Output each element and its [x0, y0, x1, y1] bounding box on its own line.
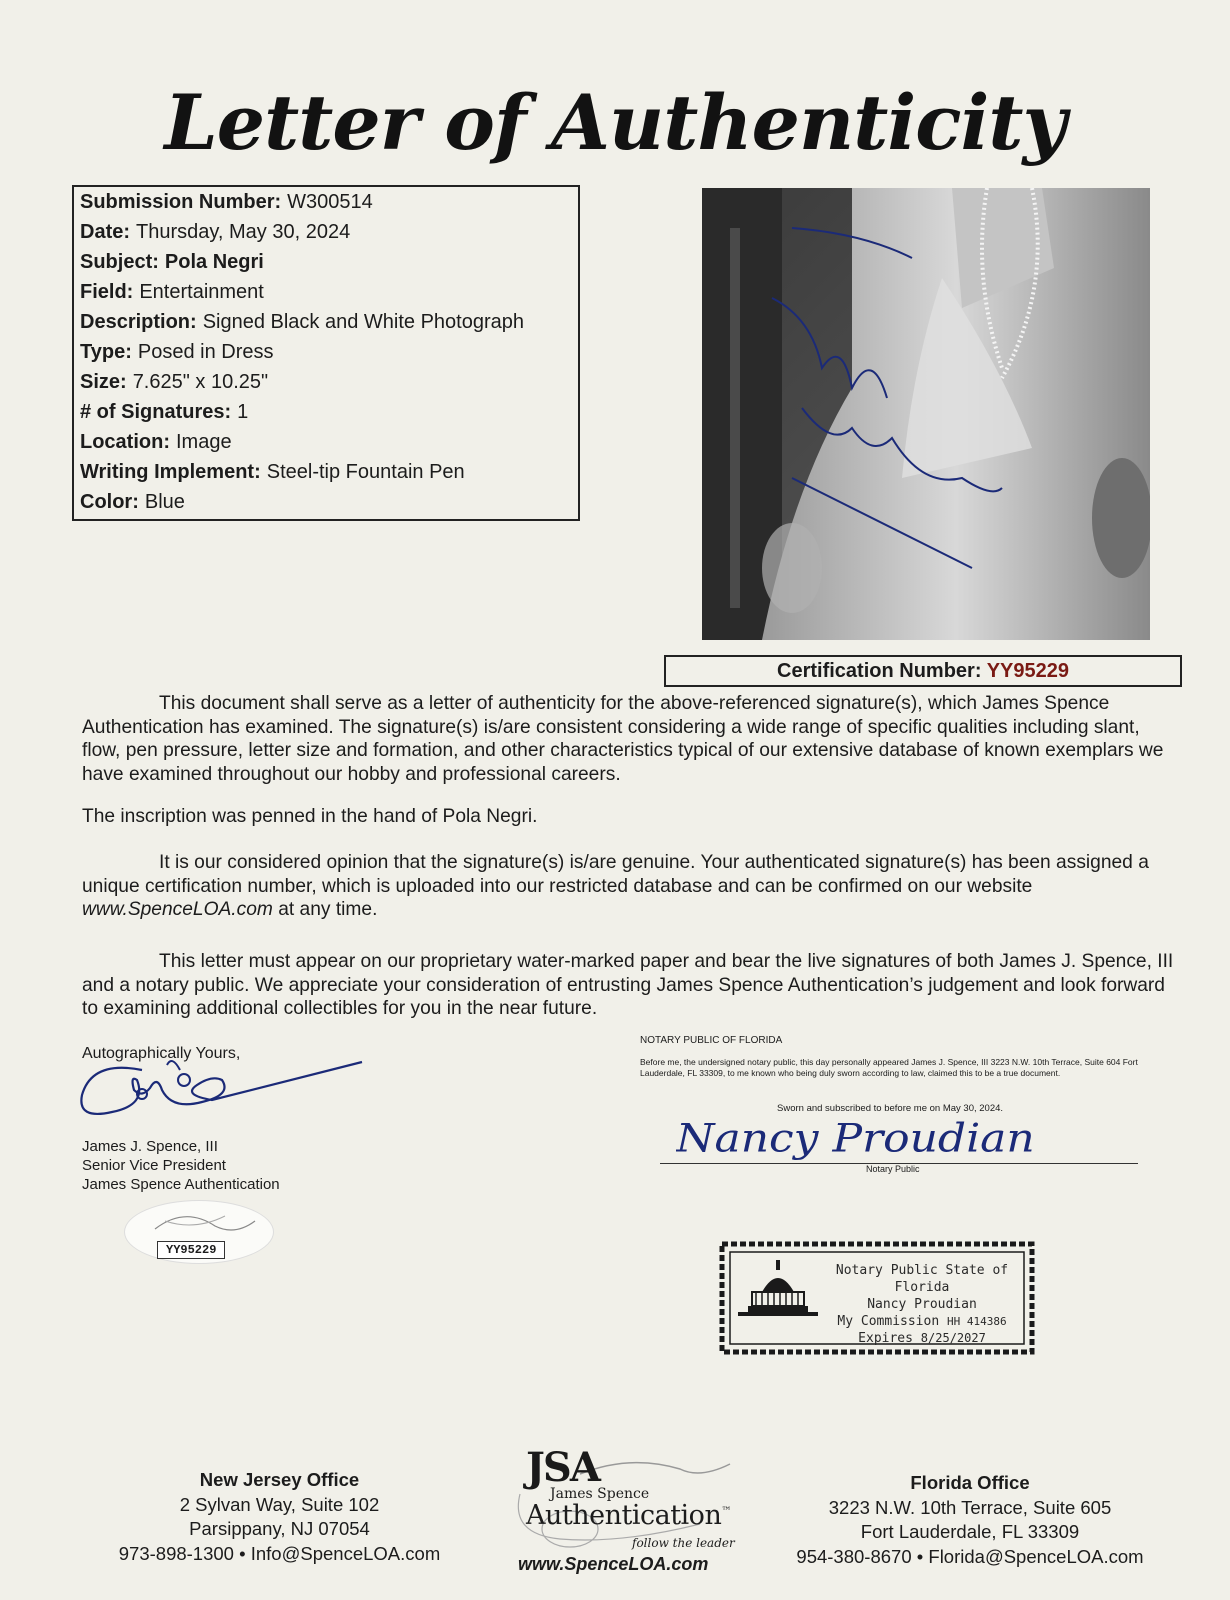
stamp-line-expires [815, 1330, 1029, 1347]
paragraph-text: It is our considered opinion that the signature(s) is/are genuine. Your authenticated signature(s) has been assigned a unique certification number, which is uploaded into our restricted database and can be confirmed on our website [82, 852, 1149, 897]
detail-row-signatures [80, 397, 572, 427]
notary-signature-text: Nancy Proudian [676, 1114, 1035, 1162]
detail-row-type [80, 337, 572, 367]
stamp-line-commission [815, 1313, 1029, 1330]
office-email[interactable]: Info@SpenceLOA.com [250, 1542, 441, 1564]
detail-value: Blue [144, 491, 185, 513]
detail-value: Image [176, 431, 232, 453]
stamp-commission-number: HH 414386 [946, 1315, 1007, 1328]
detail-value: W300514 [287, 191, 373, 213]
notary-statement: Before me, the undersigned notary public, this day personally appeared James J. Spence, III 3223 N.W. 10th Terrace, Suite 604 Fort Lauderdale, FL 33309, to me known who being duly sworn according to law, claimed this to be a true document. [640, 1057, 1138, 1078]
paragraph-text: This document shall serve as a letter of authenticity for the above-referenced signature(s), which James Spence Authentication has examined. The signature(s) is/are consistent considering a wide range of specific qualities including slant, flow, pen pressure, letter size and formation, and other characteristics typical of our extensive database of known exemplars we have examined throughout our hobby and professional careers. [82, 693, 1164, 785]
signed-photograph [702, 188, 1150, 640]
notary-stamp-text [815, 1262, 1029, 1347]
detail-value: Steel-tip Fountain Pen [266, 461, 465, 483]
detail-value: 7.625" x 10.25" [132, 371, 269, 393]
stamp-expires-label: Expires [858, 1331, 913, 1346]
office-address-line1: 2 Sylvan Way, Suite 102 [179, 1493, 380, 1515]
detail-value: Posed in Dress [137, 341, 274, 363]
logo-james-spence-text: James Spence [550, 1486, 650, 1502]
detail-label: Size: [80, 371, 127, 393]
detail-value: Signed Black and White Photograph [202, 311, 525, 333]
detail-label: # of Signatures: [80, 401, 232, 423]
detail-label: Type: [80, 341, 132, 363]
detail-label: Submission Number: [80, 191, 282, 213]
capitol-building-icon [738, 1260, 818, 1316]
detail-label: Field: [80, 281, 134, 303]
paragraph-text: This letter must appear on our proprietary water-marked paper and bear the live signatures of both James J. Spence, III and a notary public. We appreciate your consideration of entrusting James Spence Authentication’s judgement and look forward to examining additional collectibles for you in the near future. [82, 951, 1174, 1019]
stamp-commission-label: My Commission [837, 1314, 940, 1329]
logo-authentication-word: Authentication [526, 1500, 722, 1531]
detail-row-implement [80, 457, 572, 487]
logo-jsa-text: JSA [526, 1444, 599, 1491]
photograph-illustration [702, 188, 1150, 640]
trademark-symbol: ™ [721, 1506, 731, 1517]
certification-number-box [664, 655, 1182, 687]
detail-label: Writing Implement: [80, 461, 261, 483]
logo-authentication-text [526, 1500, 731, 1531]
office-new-jersey [82, 1468, 477, 1566]
paragraph-examination [82, 692, 1182, 786]
office-address-line1: 3223 N.W. 10th Terrace, Suite 605 [828, 1496, 1112, 1518]
signer-title: Senior Vice President [82, 1157, 226, 1174]
stamp-line-name: Nancy Proudian [867, 1297, 977, 1312]
detail-row-date [80, 217, 572, 247]
bullet-icon: • [239, 1542, 246, 1564]
office-email[interactable]: Florida@SpenceLOA.com [928, 1545, 1144, 1567]
footer-website[interactable]: www.SpenceLOA.com [518, 1554, 709, 1574]
office-name: New Jersey Office [199, 1469, 360, 1490]
notary-sworn-line: Sworn and subscribed to before me on May 30, 2024. [777, 1103, 1004, 1114]
notary-public-label: Notary Public [866, 1164, 920, 1174]
office-contact [760, 1545, 1180, 1570]
office-florida [760, 1471, 1180, 1569]
detail-value: Entertainment [139, 281, 264, 303]
signer-company: James Spence Authentication [82, 1176, 280, 1193]
detail-row-color [80, 487, 572, 517]
office-contact [82, 1542, 477, 1567]
certification-number: YY95229 [986, 660, 1069, 682]
jsa-logo [500, 1444, 750, 1580]
detail-value: 1 [237, 401, 249, 423]
notary-heading: NOTARY PUBLIC OF FLORIDA [640, 1035, 783, 1046]
office-address-line2: Fort Lauderdale, FL 33309 [860, 1521, 1080, 1542]
detail-row-field [80, 277, 572, 307]
paragraph-text: The inscription was penned in the hand of Pola Negri. [82, 806, 538, 827]
stamp-expires-date: 8/25/2027 [920, 1331, 986, 1345]
office-phone: 973-898-1300 [118, 1542, 234, 1564]
signer-name: James J. Spence, III [82, 1138, 218, 1155]
detail-label: Date: [80, 221, 131, 243]
detail-row-location [80, 427, 572, 457]
detail-label: Subject: [80, 251, 159, 273]
website-link[interactable]: www.SpenceLOA.com [82, 899, 273, 920]
paragraph-opinion [82, 851, 1182, 922]
paragraph-text: at any time. [272, 899, 378, 920]
detail-row-description [80, 307, 572, 337]
paragraph-requirements [82, 950, 1182, 1021]
office-phone: 954-380-8670 [796, 1545, 912, 1567]
sticker-number: YY95229 [157, 1241, 225, 1259]
detail-value: Thursday, May 30, 2024 [136, 221, 351, 243]
detail-row-subject [80, 247, 572, 277]
office-name: Florida Office [910, 1472, 1030, 1493]
james-spence-signature [72, 1050, 372, 1120]
detail-row-submission [80, 187, 572, 217]
detail-label: Description: [80, 311, 197, 333]
jsa-hologram-sticker [124, 1200, 274, 1264]
office-address-line2: Parsippany, NJ 07054 [189, 1518, 370, 1539]
page-title: Letter of Authenticity [164, 78, 1066, 167]
bullet-icon: • [916, 1545, 924, 1567]
detail-label: Location: [80, 431, 170, 453]
details-box [72, 185, 580, 521]
signoff: Autographically Yours, [82, 1045, 241, 1062]
certification-label: Certification Number: [777, 660, 982, 682]
signer-block [82, 1137, 280, 1194]
detail-row-size [80, 367, 572, 397]
paragraph-inscription [82, 805, 1182, 829]
detail-label: Color: [80, 491, 139, 513]
logo-tagline: follow the leader [632, 1536, 735, 1550]
detail-value: Pola Negri [164, 251, 264, 273]
stamp-line-state: Notary Public State of Florida [835, 1263, 1009, 1295]
